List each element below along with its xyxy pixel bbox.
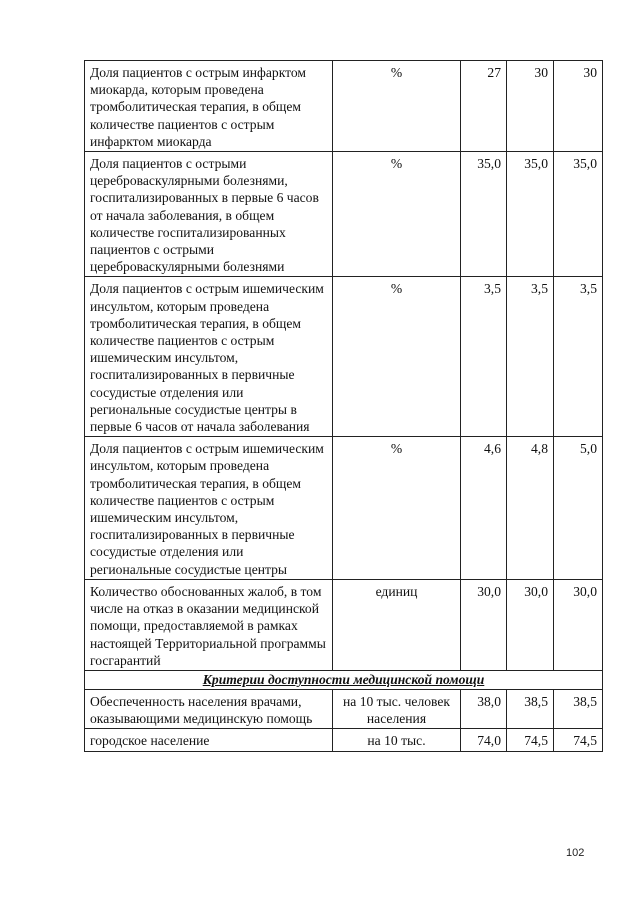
- value-year-1: 3,5: [461, 277, 507, 437]
- value-year-2: 74,5: [507, 729, 554, 751]
- criterion-unit: на 10 тыс. человек населения: [333, 689, 461, 728]
- table-row: [85, 437, 603, 580]
- value-year-2: 30,0: [507, 579, 554, 670]
- value-year-2: 38,5: [507, 689, 554, 728]
- criterion-unit: %: [333, 152, 461, 277]
- section-heading: Критерии доступности медицинской помощи: [85, 670, 603, 689]
- criteria-table: [84, 60, 603, 752]
- value-year-3: 5,0: [554, 437, 603, 580]
- criterion-unit: %: [333, 437, 461, 580]
- section-heading-row: [85, 670, 603, 689]
- value-year-1: 4,6: [461, 437, 507, 580]
- criterion-name: Доля пациентов с острым ишемическим инсультом, которым проведена тромболитическая терапия, в общем количестве пациентов с острым ишемическим инсультом, госпитализированных в первичные сосудистые отделения или региональные сосудистые центры: [85, 437, 333, 580]
- table-row: [85, 689, 603, 728]
- criterion-name: Количество обоснованных жалоб, в том числе на отказ в оказании медицинской помощи, предоставляемой в рамках настоящей Территориальной программы госгарантий: [85, 579, 333, 670]
- value-year-3: 38,5: [554, 689, 603, 728]
- criterion-name: Доля пациентов с острым инфарктом миокарда, которым проведена тромболитическая терапия, в общем количестве пациентов с острым инфарктом миокарда: [85, 61, 333, 152]
- table-row: [85, 61, 603, 152]
- value-year-3: 74,5: [554, 729, 603, 751]
- value-year-1: 30,0: [461, 579, 507, 670]
- criterion-name: городское население: [85, 729, 333, 751]
- value-year-1: 74,0: [461, 729, 507, 751]
- table-row: [85, 579, 603, 670]
- value-year-2: 4,8: [507, 437, 554, 580]
- page-number: 102: [566, 847, 585, 859]
- value-year-1: 27: [461, 61, 507, 152]
- criterion-unit: %: [333, 277, 461, 437]
- criterion-name: Доля пациентов с острым ишемическим инсультом, которым проведена тромболитическая терапия, в общем количестве пациентов с острым ишемическим инсультом, госпитализированных в первичные сосудистые отделения или региональные сосудистые центры в первые 6 часов от начала заболевания: [85, 277, 333, 437]
- value-year-3: 30: [554, 61, 603, 152]
- criterion-name: Доля пациентов с острыми цереброваскулярными болезнями, госпитализированных в первые 6 часов от начала заболевания, в общем количестве госпитализированных пациентов с острыми цереброваскулярными болезнями: [85, 152, 333, 277]
- value-year-3: 3,5: [554, 277, 603, 437]
- value-year-2: 30: [507, 61, 554, 152]
- value-year-3: 30,0: [554, 579, 603, 670]
- value-year-1: 38,0: [461, 689, 507, 728]
- table-row: [85, 729, 603, 751]
- criterion-unit: на 10 тыс.: [333, 729, 461, 751]
- criterion-name: Обеспеченность населения врачами, оказывающими медицинскую помощь: [85, 689, 333, 728]
- value-year-2: 3,5: [507, 277, 554, 437]
- value-year-2: 35,0: [507, 152, 554, 277]
- table-row: [85, 152, 603, 277]
- table-row: [85, 277, 603, 437]
- criterion-unit: единиц: [333, 579, 461, 670]
- criterion-unit: %: [333, 61, 461, 152]
- value-year-1: 35,0: [461, 152, 507, 277]
- value-year-3: 35,0: [554, 152, 603, 277]
